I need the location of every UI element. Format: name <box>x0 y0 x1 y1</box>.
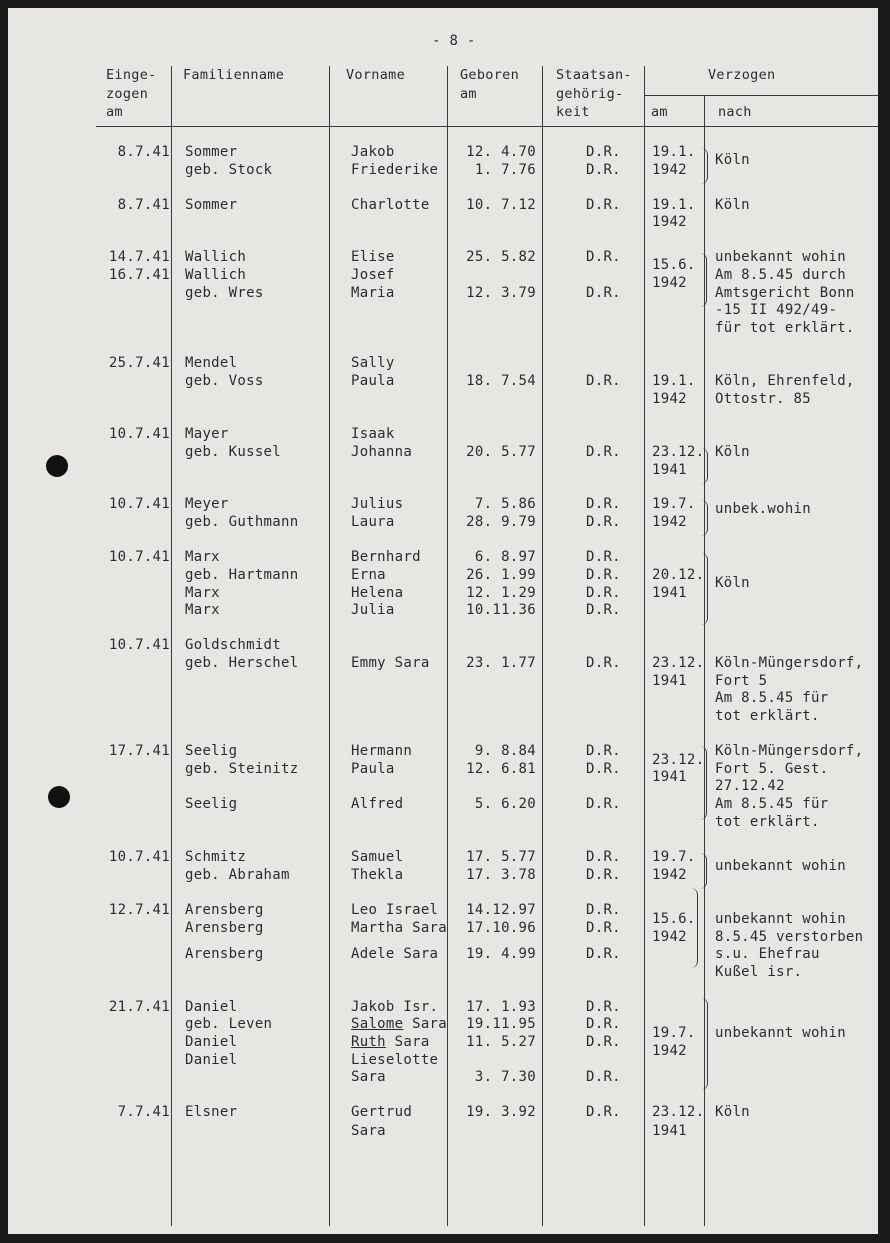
vorname-cell: Charlotte <box>351 197 430 213</box>
verzogen-nach-cell: Köln <box>715 444 750 460</box>
verzogen-am-cell: 19.7. <box>652 1025 696 1041</box>
staatsangehoerigkeit-cell: D.R. <box>586 999 621 1015</box>
familienname-cell: geb. Guthmann <box>185 514 299 530</box>
column-line-3 <box>447 66 448 1226</box>
eingezogen-date: 10.7.41 <box>108 637 170 653</box>
familienname-cell: Arensberg <box>185 920 264 936</box>
header-verzogen-am: am <box>651 104 668 120</box>
staatsangehoerigkeit-cell: D.R. <box>586 1016 621 1032</box>
familienname-cell: Mendel <box>185 355 238 371</box>
vorname-cell: Sara <box>351 1123 386 1139</box>
verzogen-nach-cell: Am 8.5.45 für <box>715 796 829 812</box>
verzogen-nach-cell: Köln <box>715 197 750 213</box>
eingezogen-date: 8.7.41 <box>117 197 170 213</box>
verzogen-am-cell: 23.12. <box>652 752 705 768</box>
verzogen-nach-cell: unbekannt wohin <box>715 858 846 874</box>
staatsangehoerigkeit-cell: D.R. <box>586 144 621 160</box>
geboren-cell: 17. 5.77 <box>466 849 536 865</box>
vorname-cell: Gertrud <box>351 1104 413 1120</box>
familienname-cell: geb. Stock <box>185 162 273 178</box>
staatsangehoerigkeit-cell: D.R. <box>586 549 621 565</box>
vorname-cell: Isaak <box>351 426 395 442</box>
vorname-cell: Julius <box>351 496 404 512</box>
eingezogen-date: 12.7.41 <box>108 902 170 918</box>
staatsangehoerigkeit-cell: D.R. <box>586 655 621 671</box>
verzogen-am-cell: 1941 <box>652 673 687 689</box>
verzogen-am-cell: 19.1. <box>652 144 696 160</box>
familienname-cell: geb. Voss <box>185 373 264 389</box>
staatsangehoerigkeit-cell: D.R. <box>586 902 621 918</box>
verzogen-am-cell: 19.1. <box>652 373 696 389</box>
staatsangehoerigkeit-cell: D.R. <box>586 849 621 865</box>
geboren-cell: 10. 7.12 <box>466 197 536 213</box>
brace-schmitz <box>700 853 707 889</box>
verzogen-nach-cell: -15 II 492/49- <box>715 302 838 318</box>
staatsangehoerigkeit-cell: D.R. <box>586 496 621 512</box>
geboren-cell: 6. 8.97 <box>474 549 536 565</box>
vorname-cell: Ruth Sara <box>351 1034 430 1050</box>
verzogen-am-cell: 1942 <box>652 162 687 178</box>
verzogen-nach-cell: unbekannt wohin <box>715 911 846 927</box>
geboren-cell: 17. 1.93 <box>466 999 536 1015</box>
page-number: - 8 - <box>432 33 476 49</box>
verzogen-am-cell: 1942 <box>652 1043 687 1059</box>
verzogen-am-cell: 1942 <box>652 214 687 230</box>
verzogen-am-cell: 19.1. <box>652 197 696 213</box>
familienname-cell: Daniel <box>185 1034 238 1050</box>
familienname-cell: Daniel <box>185 1052 238 1068</box>
vorname-cell: Hermann <box>351 743 413 759</box>
vorname-cell: Jakob Isr. <box>351 999 439 1015</box>
vorname-cell: Emmy Sara <box>351 655 430 671</box>
familienname-cell: Schmitz <box>185 849 247 865</box>
familienname-cell: geb. Wres <box>185 285 264 301</box>
staatsangehoerigkeit-cell: D.R. <box>586 567 621 583</box>
eingezogen-date: 17.7.41 <box>108 743 170 759</box>
eingezogen-date: 16.7.41 <box>108 267 170 283</box>
eingezogen-date: 21.7.41 <box>108 999 170 1015</box>
familienname-cell: Arensberg <box>185 902 264 918</box>
header-staatsang-2: gehörig- <box>556 86 624 102</box>
geboren-cell: 11. 5.27 <box>466 1034 536 1050</box>
staatsangehoerigkeit-cell: D.R. <box>586 867 621 883</box>
verzogen-nach-cell: Köln, Ehrenfeld, <box>715 373 855 389</box>
column-line-4 <box>542 66 543 1226</box>
verzogen-nach-cell: Fort 5 <box>715 673 768 689</box>
header-eingezogen-1: Einge- <box>106 67 157 83</box>
verzogen-am-cell: 1941 <box>652 769 687 785</box>
vorname-cell: Laura <box>351 514 395 530</box>
geboren-cell: 18. 7.54 <box>466 373 536 389</box>
geboren-cell: 7. 5.86 <box>474 496 536 512</box>
vorname-cell: Martha Sara <box>351 920 448 936</box>
familienname-cell: Wallich <box>185 249 247 265</box>
staatsangehoerigkeit-cell: D.R. <box>586 920 621 936</box>
verzogen-nach-cell: Köln-Müngersdorf, <box>715 743 864 759</box>
brace-daniel <box>701 998 708 1090</box>
staatsangehoerigkeit-cell: D.R. <box>586 1069 621 1085</box>
familienname-cell: Sommer <box>185 197 238 213</box>
familienname-cell: Marx <box>185 602 220 618</box>
familienname-cell: Marx <box>185 549 220 565</box>
verzogen-nach-cell: Am 8.5.45 für <box>715 690 829 706</box>
staatsangehoerigkeit-cell: D.R. <box>586 285 621 301</box>
familienname-cell: Marx <box>185 585 220 601</box>
familienname-cell: Seelig <box>185 796 238 812</box>
familienname-cell: Goldschmidt <box>185 637 282 653</box>
header-staatsang-1: Staatsan- <box>556 67 632 83</box>
staatsangehoerigkeit-cell: D.R. <box>586 373 621 389</box>
familienname-cell: Meyer <box>185 496 229 512</box>
vorname-cell: Paula <box>351 373 395 389</box>
staatsangehoerigkeit-cell: D.R. <box>586 1104 621 1120</box>
vorname-cell: Leo Israel <box>351 902 439 918</box>
brace-wallich <box>700 253 707 307</box>
eingezogen-date: 25.7.41 <box>108 355 170 371</box>
geboren-cell: 28. 9.79 <box>466 514 536 530</box>
verzogen-am-cell: 23.12. <box>652 655 705 671</box>
vorname-cell: Paula <box>351 761 395 777</box>
verzogen-nach-cell: tot erklärt. <box>715 708 820 724</box>
geboren-cell: 19.11.95 <box>466 1016 536 1032</box>
verzogen-nach-cell: Kußel isr. <box>715 964 803 980</box>
column-line-2 <box>329 66 330 1226</box>
geboren-cell: 10.11.36 <box>466 602 536 618</box>
geboren-cell: 26. 1.99 <box>466 567 536 583</box>
vorname-cell: Elise <box>351 249 395 265</box>
familienname-cell: Seelig <box>185 743 238 759</box>
familienname-cell: Wallich <box>185 267 247 283</box>
punch-hole-bottom <box>48 786 70 808</box>
vorname-cell: Helena <box>351 585 404 601</box>
staatsangehoerigkeit-cell: D.R. <box>586 162 621 178</box>
verzogen-am-cell: 15.6. <box>652 257 696 273</box>
vorname-cell: Erna <box>351 567 386 583</box>
verzogen-nach-cell: Fort 5. Gest. <box>715 761 829 777</box>
verzogen-nach-cell: Köln <box>715 1104 750 1120</box>
verzogen-nach-cell: Amtsgericht Bonn <box>715 285 855 301</box>
header-geboren-1: Geboren <box>460 67 519 83</box>
staatsangehoerigkeit-cell: D.R. <box>586 585 621 601</box>
vorname-cell: Sally <box>351 355 395 371</box>
familienname-cell: geb. Herschel <box>185 655 299 671</box>
geboren-cell: 19. 4.99 <box>466 946 536 962</box>
geboren-cell: 9. 8.84 <box>474 743 536 759</box>
header-eingezogen-3: am <box>106 104 123 120</box>
familienname-cell: geb. Kussel <box>185 444 282 460</box>
punch-hole-top <box>46 455 68 477</box>
vorname-cell: Thekla <box>351 867 404 883</box>
header-staatsang-3: keit <box>556 104 590 120</box>
vorname-cell: Alfred <box>351 796 404 812</box>
verzogen-nach-cell: Köln <box>715 575 750 591</box>
vorname-cell: Julia <box>351 602 395 618</box>
verzogen-nach-cell: unbekannt wohin <box>715 1025 846 1041</box>
familienname-cell: geb. Leven <box>185 1016 273 1032</box>
header-verzogen: Verzogen <box>708 67 776 83</box>
verzogen-am-cell: 19.7. <box>652 496 696 512</box>
verzogen-am-cell: 19.7. <box>652 849 696 865</box>
geboren-cell: 12. 3.79 <box>466 285 536 301</box>
geboren-cell: 1. 7.76 <box>474 162 536 178</box>
header-verzogen-nach: nach <box>718 104 752 120</box>
geboren-cell: 12. 4.70 <box>466 144 536 160</box>
verzogen-nach-cell: s.u. Ehefrau <box>715 946 820 962</box>
verzogen-am-cell: 1941 <box>652 462 687 478</box>
column-line-5 <box>644 66 645 1226</box>
vorname-cell: Bernhard <box>351 549 421 565</box>
staatsangehoerigkeit-cell: D.R. <box>586 514 621 530</box>
staatsangehoerigkeit-cell: D.R. <box>586 743 621 759</box>
verzogen-am-cell: 20.12. <box>652 567 705 583</box>
familienname-cell: Elsner <box>185 1104 238 1120</box>
vorname-cell: Josef <box>351 267 395 283</box>
column-line-1 <box>171 66 172 1226</box>
verzogen-nach-cell: Köln <box>715 152 750 168</box>
eingezogen-date: 10.7.41 <box>108 496 170 512</box>
geboren-cell: 3. 7.30 <box>474 1069 536 1085</box>
familienname-cell: Mayer <box>185 426 229 442</box>
geboren-cell: 12. 1.29 <box>466 585 536 601</box>
verzogen-nach-cell: 8.5.45 verstorben <box>715 929 864 945</box>
verzogen-nach-cell: Am 8.5.45 durch <box>715 267 846 283</box>
verzogen-nach-cell: Köln-Müngersdorf, <box>715 655 864 671</box>
header-eingezogen-2: zogen <box>106 86 149 102</box>
vorname-cell: Jakob <box>351 144 395 160</box>
verzogen-am-cell: 1942 <box>652 929 687 945</box>
brace-marx <box>701 553 708 625</box>
geboren-cell: 17.10.96 <box>466 920 536 936</box>
familienname-cell: Daniel <box>185 999 238 1015</box>
staatsangehoerigkeit-cell: D.R. <box>586 761 621 777</box>
staatsangehoerigkeit-cell: D.R. <box>586 602 621 618</box>
brace-arensberg <box>691 888 698 968</box>
verzogen-nach-cell: unbekannt wohin <box>715 249 846 265</box>
verzogen-am-cell: 23.12. <box>652 444 705 460</box>
eingezogen-date: 7.7.41 <box>117 1104 170 1120</box>
verzogen-am-cell: 1942 <box>652 391 687 407</box>
verzogen-am-cell: 23.12. <box>652 1104 705 1120</box>
verzogen-am-cell: 1942 <box>652 867 687 883</box>
verzogen-nach-cell: für tot erklärt. <box>715 320 855 336</box>
geboren-cell: 19. 3.92 <box>466 1104 536 1120</box>
vorname-cell: Sara <box>351 1069 386 1085</box>
eingezogen-date: 10.7.41 <box>108 849 170 865</box>
familienname-cell: Arensberg <box>185 946 264 962</box>
staatsangehoerigkeit-cell: D.R. <box>586 946 621 962</box>
staatsangehoerigkeit-cell: D.R. <box>586 1034 621 1050</box>
eingezogen-date: 10.7.41 <box>108 426 170 442</box>
verzogen-nach-cell: unbek.wohin <box>715 501 812 517</box>
staatsangehoerigkeit-cell: D.R. <box>586 796 621 812</box>
vorname-cell: Salome Sara <box>351 1016 448 1032</box>
geboren-cell: 17. 3.78 <box>466 867 536 883</box>
brace-meyer <box>701 500 708 536</box>
eingezogen-date: 8.7.41 <box>117 144 170 160</box>
verzogen-am-cell: 1941 <box>652 1123 687 1139</box>
verzogen-subdivider <box>644 95 878 96</box>
staatsangehoerigkeit-cell: D.R. <box>586 197 621 213</box>
familienname-cell: geb. Steinitz <box>185 761 299 777</box>
vorname-cell: Maria <box>351 285 395 301</box>
verzogen-am-cell: 1941 <box>652 585 687 601</box>
geboren-cell: 12. 6.81 <box>466 761 536 777</box>
header-geboren-2: am <box>460 86 477 102</box>
verzogen-nach-cell: Ottostr. 85 <box>715 391 812 407</box>
familienname-cell: Sommer <box>185 144 238 160</box>
vorname-cell: Johanna <box>351 444 413 460</box>
header-vorname: Vorname <box>346 67 405 83</box>
geboren-cell: 23. 1.77 <box>466 655 536 671</box>
staatsangehoerigkeit-cell: D.R. <box>586 444 621 460</box>
verzogen-nach-cell: tot erklärt. <box>715 814 820 830</box>
verzogen-am-cell: 15.6. <box>652 911 696 927</box>
vorname-cell: Friederike <box>351 162 439 178</box>
vorname-cell: Adele Sara <box>351 946 439 962</box>
vorname-cell: Lieselotte <box>351 1052 439 1068</box>
verzogen-nach-cell: 27.12.42 <box>715 778 785 794</box>
eingezogen-date: 10.7.41 <box>108 549 170 565</box>
staatsangehoerigkeit-cell: D.R. <box>586 249 621 265</box>
brace-sommer <box>701 148 708 184</box>
familienname-cell: geb. Abraham <box>185 867 290 883</box>
eingezogen-date: 14.7.41 <box>108 249 170 265</box>
geboren-cell: 14.12.97 <box>466 902 536 918</box>
geboren-cell: 25. 5.82 <box>466 249 536 265</box>
header-divider-line <box>96 126 878 127</box>
geboren-cell: 20. 5.77 <box>466 444 536 460</box>
vorname-cell: Samuel <box>351 849 404 865</box>
verzogen-am-cell: 1942 <box>652 275 687 291</box>
geboren-cell: 5. 6.20 <box>474 796 536 812</box>
verzogen-am-cell: 1942 <box>652 514 687 530</box>
document-page <box>8 8 878 1234</box>
header-familienname: Familienname <box>183 67 285 83</box>
familienname-cell: geb. Hartmann <box>185 567 299 583</box>
